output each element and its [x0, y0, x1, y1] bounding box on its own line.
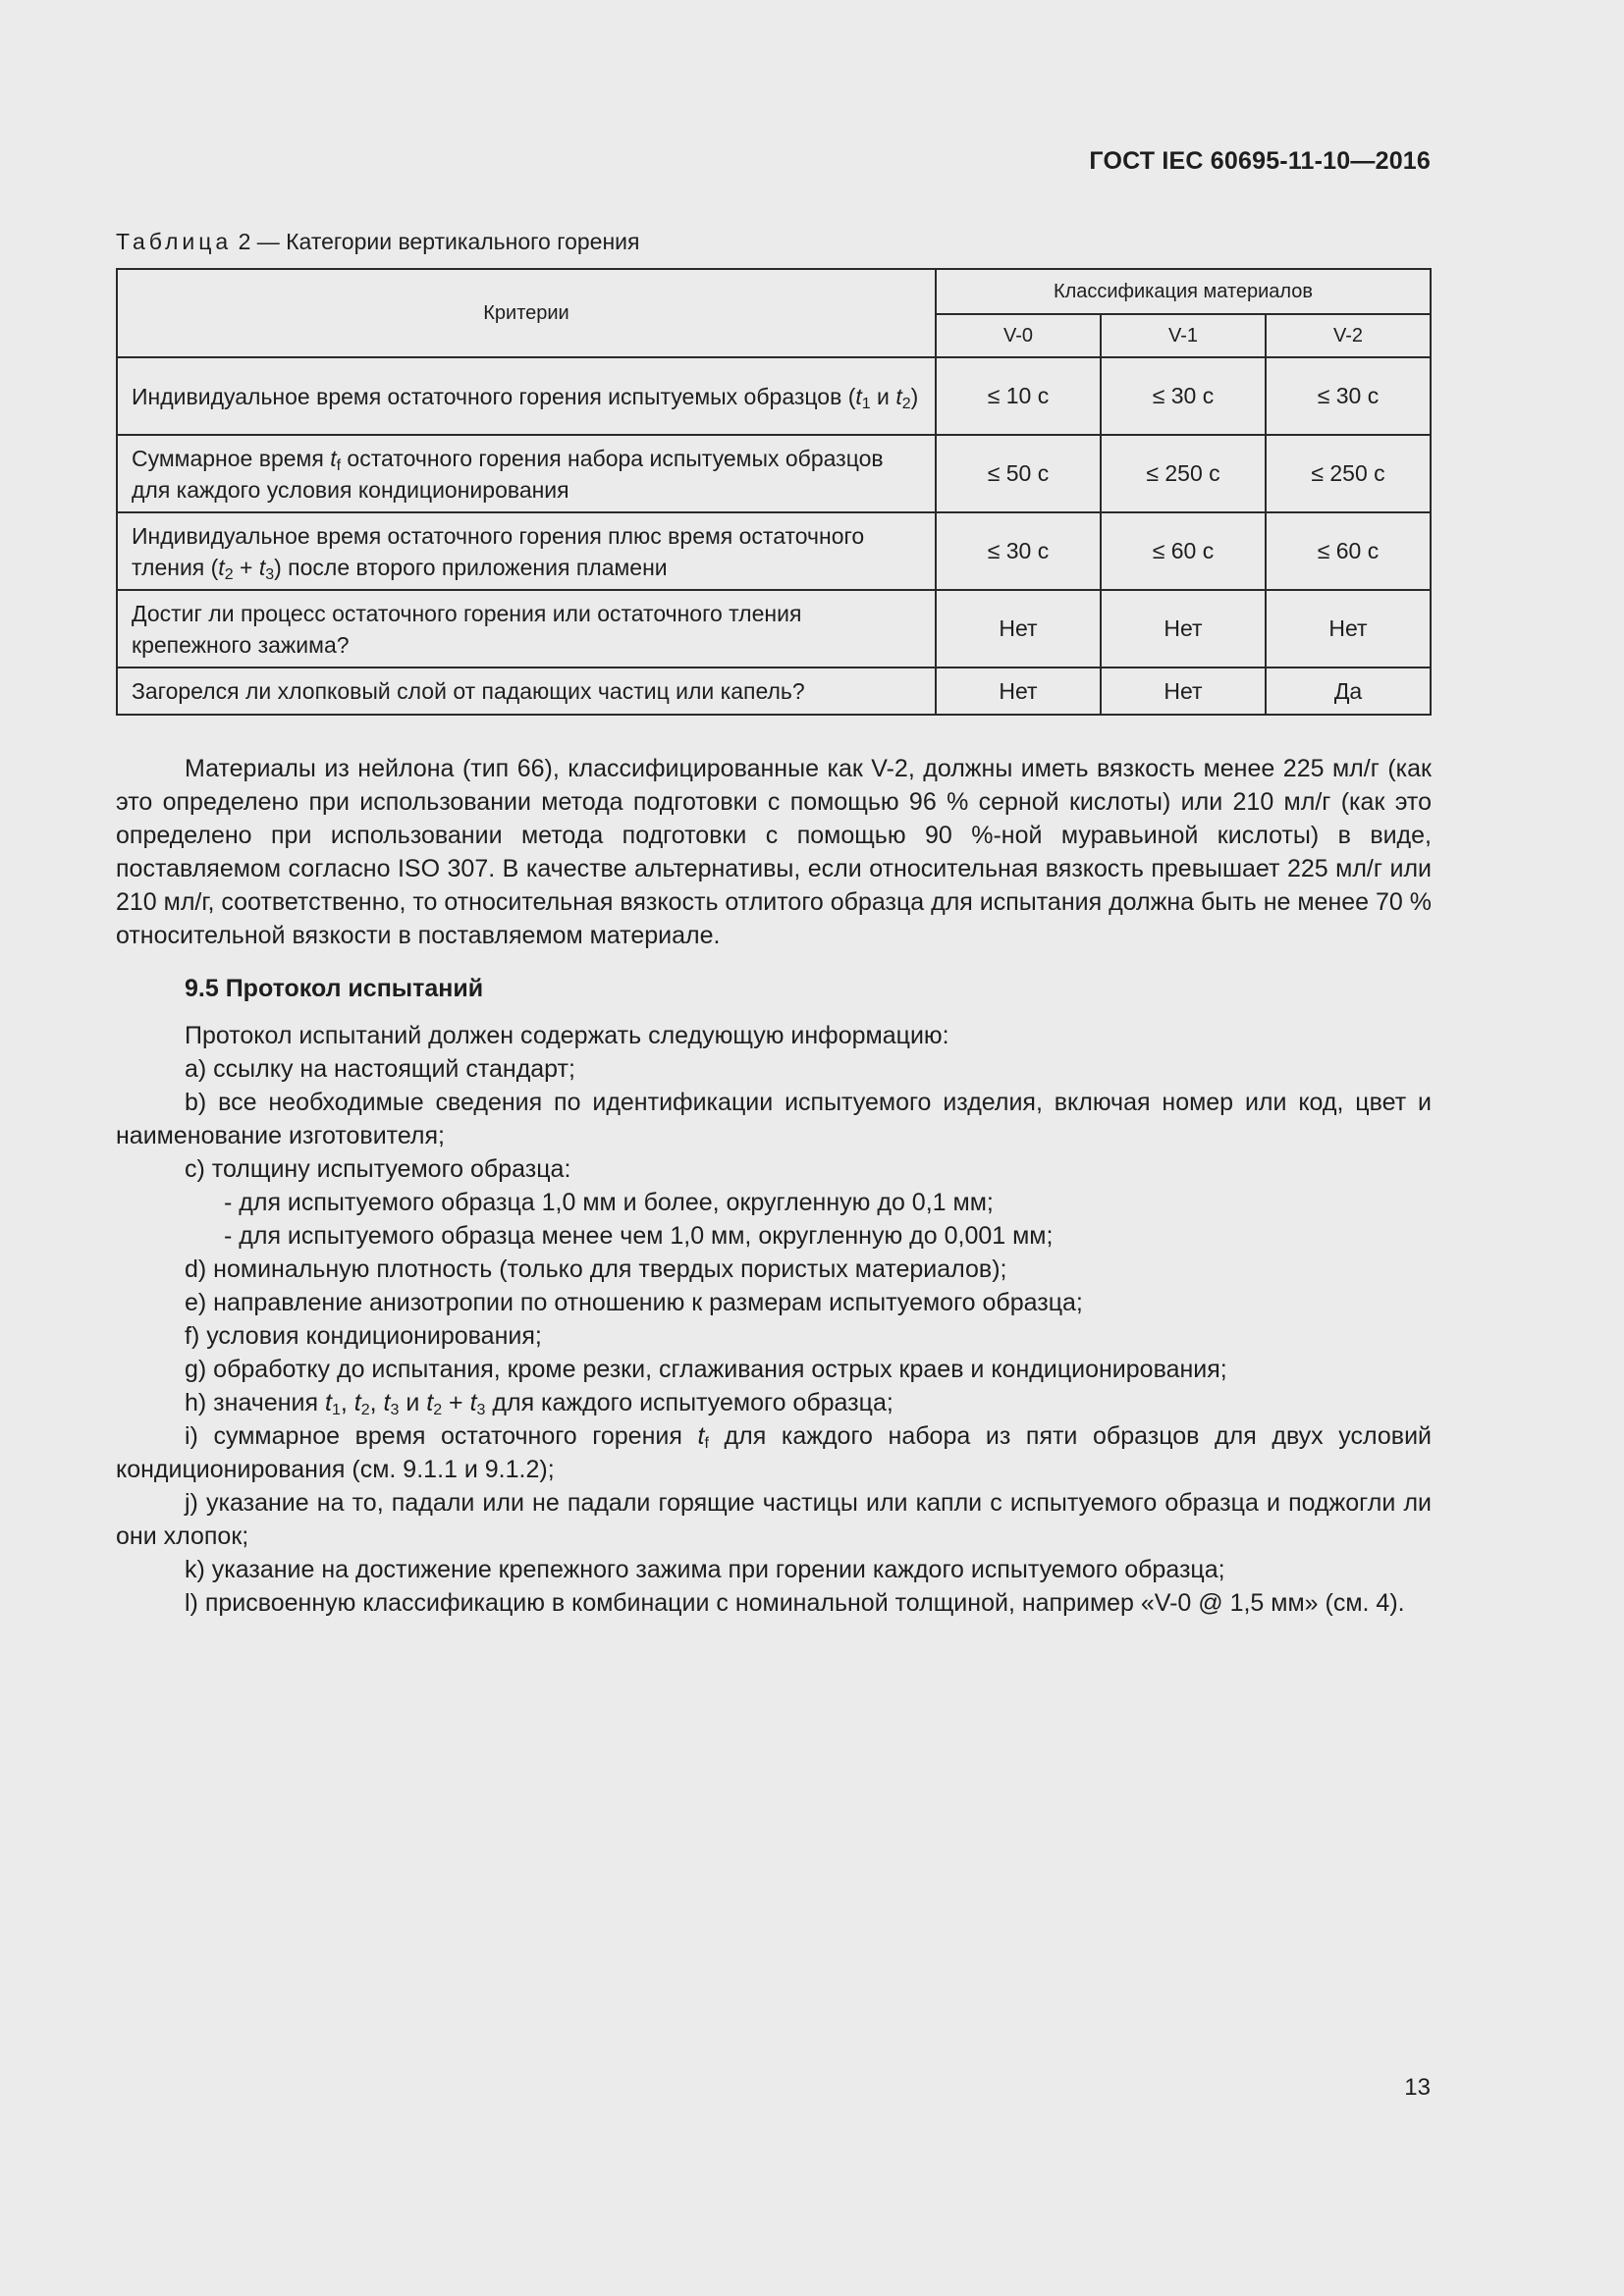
table-row [117, 435, 1431, 512]
page-number: 13 [1404, 2074, 1431, 2101]
class-header-v0: V-0 [936, 314, 1101, 357]
criteria-header: Критерии [117, 269, 936, 357]
value-cell: ≤ 10 с [936, 357, 1101, 435]
value-cell: Нет [1266, 590, 1431, 667]
value-cell: Нет [1101, 667, 1266, 715]
list-item: f) условия кондиционирования; [185, 1322, 542, 1350]
value-cell: ≤ 30 с [936, 512, 1101, 590]
body-text [116, 752, 1432, 1620]
table-row [117, 357, 1431, 435]
value-cell: ≤ 60 с [1266, 512, 1431, 590]
list-item: e) направление анизотропии по отношению к размерам испытуемого образца; [185, 1289, 1083, 1316]
list-item: a) ссылку на настоящий стандарт; [185, 1055, 575, 1083]
list-item: c) толщину испытуемого образца: [185, 1155, 571, 1183]
table-row [117, 590, 1431, 667]
criteria-cell: Суммарное время $t_f$ остаточного горения набора испытуемых образцов для каждого условия кондиционирования [117, 435, 936, 512]
criteria-cell: Индивидуальное время остаточного горения испытуемых образцов ($t_1$ и $t_2$) [117, 357, 936, 435]
list-item: k) указание на достижение крепежного зажима при горении каждого испытуемого образца; [185, 1556, 1225, 1583]
value-cell: ≤ 30 с [1266, 357, 1431, 435]
list-item: g) обработку до испытания, кроме резки, сглаживания острых краев и кондиционирования; [185, 1356, 1227, 1383]
value-cell: ≤ 60 с [1101, 512, 1266, 590]
sub-list-item: - для испытуемого образца 1,0 мм и более, округленную до 0,1 мм; [224, 1189, 994, 1216]
table-row [117, 667, 1431, 715]
list-item: i) суммарное время остаточного горения $t_f$ для каждого набора из пяти образцов для двух условий кондиционирования (см. 9.1.1 и 9.1.2); [116, 1422, 1432, 1483]
value-cell: Нет [936, 590, 1101, 667]
value-cell: ≤ 250 с [1266, 435, 1431, 512]
criteria-cell: Загорелся ли хлопковый слой от падающих частиц или капель? [117, 667, 936, 715]
classification-table [116, 268, 1432, 716]
nylon-paragraph: Материалы из нейлона (тип 66), классифицированные как V-2, должны иметь вязкость менее 225 мл/г (как это определено при использовании метода подготовки с помощью 96 % серной кислоты) или 210 мл/г (как это определено при использовании метода подготовки с помощью 90 %-ной муравьиной кислоты) в виде, поставляемом согласно ISO 307. В качестве альтернативы, если относительная вязкость превышает 225 мл/г или 210 мл/г, соответственно, то относительная вязкость отлитого образца для испытания должна быть не менее 70 % относительной вязкости в поставляемом материале. [116, 755, 1432, 949]
sub-list-item: - для испытуемого образца менее чем 1,0 мм, округленную до 0,001 мм; [224, 1222, 1054, 1250]
table-caption-label: Таблица [116, 229, 233, 254]
table-row [117, 512, 1431, 590]
table-caption [116, 229, 639, 255]
table-caption-text: 2 — Категории вертикального горения [238, 229, 640, 254]
section-heading: 9.5 Протокол испытаний [185, 975, 484, 1002]
criteria-cell: Достиг ли процесс остаточного горения или остаточного тления крепежного зажима? [117, 590, 936, 667]
protocol-intro: Протокол испытаний должен содержать следующую информацию: [185, 1022, 949, 1049]
value-cell: Да [1266, 667, 1431, 715]
criteria-cell: Индивидуальное время остаточного горения плюс время остаточного тления $(t_2 + t_3)$ после второго приложения пламени [117, 512, 936, 590]
class-header-v1: V-1 [1101, 314, 1266, 357]
value-cell: Нет [936, 667, 1101, 715]
list-item: b) все необходимые сведения по идентификации испытуемого изделия, включая номер или код, цвет и наименование изготовителя; [116, 1089, 1432, 1149]
list-item: j) указание на то, падали или не падали горящие частицы или капли с испытуемого образца и поджогли ли они хлопок; [116, 1489, 1432, 1550]
value-cell: ≤ 30 с [1101, 357, 1266, 435]
value-cell: ≤ 50 с [936, 435, 1101, 512]
class-header-v2: V-2 [1266, 314, 1431, 357]
value-cell: Нет [1101, 590, 1266, 667]
list-item: h) значения $t_1$, $t_2$, $t_3$ и $t_2 + t_3$ для каждого испытуемого образца; [185, 1389, 893, 1418]
list-item: d) номинальную плотность (только для твердых пористых материалов); [185, 1255, 1007, 1283]
list-item: l) присвоенную классификацию в комбинации с номинальной толщиной, например «V-0 @ 1,5 мм» (см. 4). [185, 1589, 1405, 1617]
document-code-header: ГОСТ IEC 60695-11-10—2016 [1089, 147, 1431, 175]
classification-group-header: Классификация материалов [936, 269, 1431, 314]
table-header-row [117, 269, 1431, 314]
value-cell: ≤ 250 с [1101, 435, 1266, 512]
